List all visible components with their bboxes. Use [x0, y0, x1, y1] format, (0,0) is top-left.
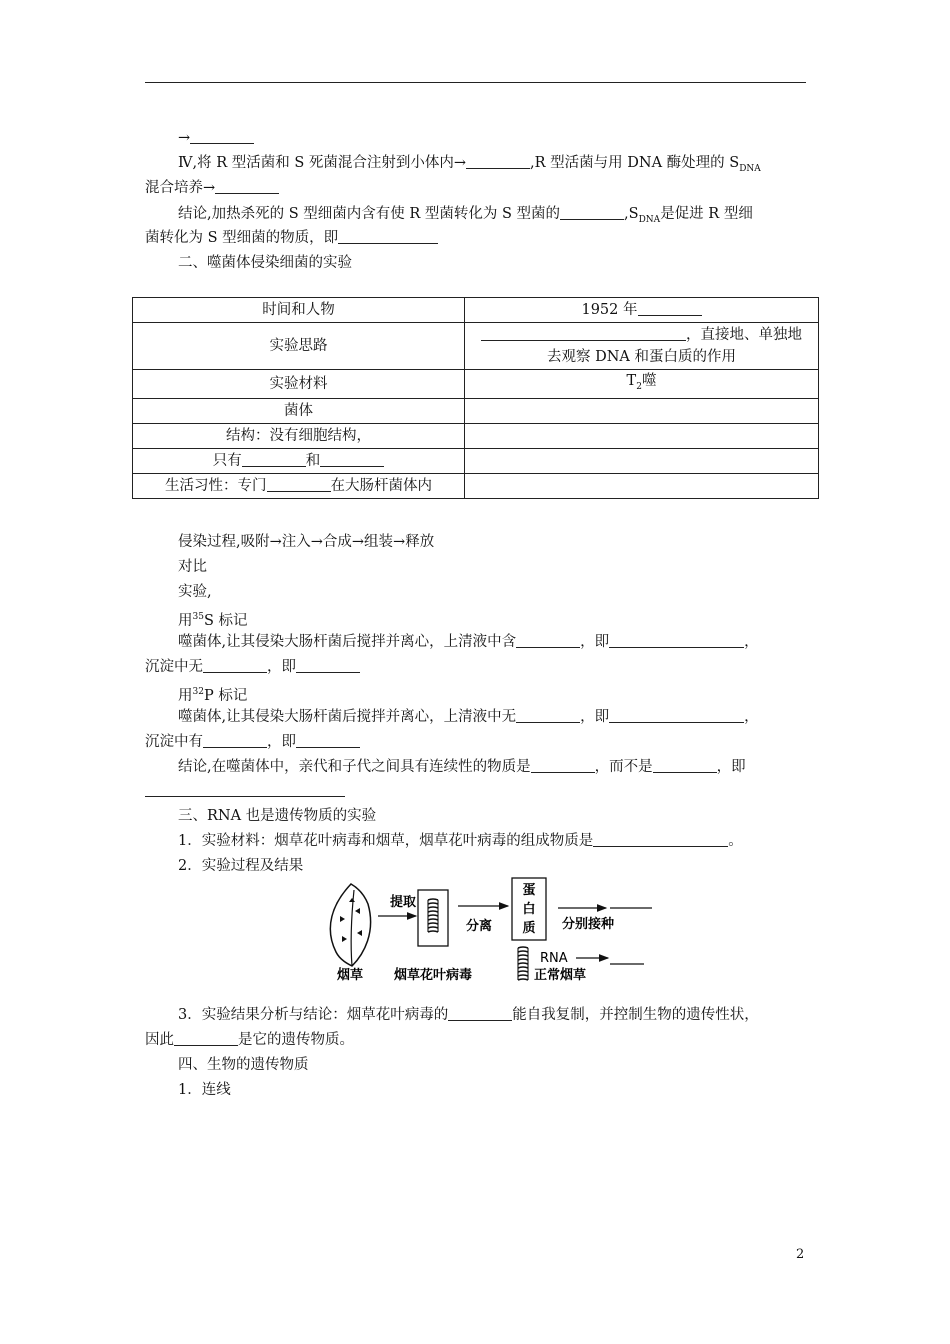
table-cell: 生活习性：专门 在大肠杆菌体内	[133, 473, 465, 498]
label-rna: RNA	[540, 951, 568, 966]
label-extract: 提取	[390, 895, 417, 910]
section-3-item-3-cont: 因此 是它的遗传物质。	[145, 1032, 354, 1048]
table-cell: ，直接地、单独地 去观察 DNA 和蛋白质的作用	[465, 323, 819, 370]
table-row	[133, 473, 819, 498]
answer-blank[interactable]	[448, 1005, 512, 1021]
table-cell: 菌体	[133, 398, 465, 423]
table-row	[133, 398, 819, 423]
para-conclusion-1-cont: 菌转化为 S 型细菌的物质，即	[145, 228, 438, 248]
text-duibi: 对比	[178, 559, 207, 575]
answer-blank[interactable]	[560, 204, 624, 220]
answer-blank[interactable]	[242, 451, 306, 467]
para-iv-cont: 混合培养→	[145, 178, 279, 198]
section-3-item-3: 3．实验结果分析与结论：烟草花叶病毒的 能自我复制，并控制生物的遗传性状，	[178, 1007, 759, 1023]
table-row	[133, 448, 819, 473]
label-tobacco: 烟草	[336, 968, 364, 983]
table-cell	[465, 473, 819, 498]
header-rule	[145, 82, 806, 83]
para-conclusion-1: 结论,加热杀死的 S 型细菌内含有使 R 型菌转化为 S 型菌的 $,S_{DNA}$是促进 R 型细	[178, 206, 753, 225]
answer-blank[interactable]	[174, 1030, 238, 1046]
tmv-experiment-diagram	[318, 876, 658, 988]
para-phage-conclusion: 结论,在噬菌体中，亲代和子代之间具有连续性的物质是 ，而不是 ，即	[178, 759, 746, 775]
page-number: 2	[796, 1247, 805, 1262]
answer-blank[interactable]	[145, 781, 345, 797]
table-row	[133, 423, 819, 448]
answer-blank[interactable]	[609, 707, 744, 723]
label-normal-tobacco: 正常烟草	[534, 968, 587, 983]
answer-blank[interactable]	[516, 707, 580, 723]
answer-blank[interactable]	[531, 757, 595, 773]
label-tmv: 烟草花叶病毒	[393, 968, 473, 983]
tobacco-leaf-icon	[330, 884, 370, 966]
answer-blank[interactable]	[190, 128, 254, 144]
answer-blank[interactable]	[296, 657, 360, 673]
table-cell: 只有 和	[133, 448, 465, 473]
label-protein-char: 白	[522, 902, 536, 917]
table-row	[133, 298, 819, 323]
label-separate: 分离	[466, 919, 493, 934]
label-inoculate: 分别接种	[562, 917, 615, 932]
table-cell: 时间和人物	[133, 298, 465, 323]
answer-blank[interactable]	[296, 732, 360, 748]
section-3-item-1: 1．实验材料：烟草花叶病毒和烟草，烟草花叶病毒的组成物质是 。	[178, 833, 743, 849]
answer-blank[interactable]	[516, 632, 580, 648]
rna-coil-icon	[518, 947, 528, 980]
answer-blank[interactable]	[593, 831, 728, 847]
answer-blank[interactable]	[203, 732, 267, 748]
para-s35-cont: 沉淀中无 ，即	[145, 657, 360, 677]
table-cell	[465, 423, 819, 448]
label-p32: 用$^{32}$P 标记	[178, 687, 248, 704]
table-cell: $T_2$噬	[465, 370, 819, 399]
section-3-item-2: 2．实验过程及结果	[178, 858, 304, 874]
answer-blank[interactable]	[653, 757, 717, 773]
answer-blank[interactable]	[638, 300, 702, 316]
table-row	[133, 370, 819, 399]
label-protein-char: 质	[522, 921, 536, 936]
section-3-heading: 三、RNA 也是遗传物质的实验	[178, 808, 377, 824]
para-iv: Ⅳ,将 R 型活菌和 S 死菌混合注射到小体内→ ,R 型活菌与用 DNA 酶处理的 $S_{DNA}$	[178, 155, 761, 174]
table-cell	[465, 398, 819, 423]
answer-blank[interactable]	[203, 657, 267, 673]
para-p32: 噬菌体,让其侵染大肠杆菌后搅拌并离心，上清液中无 ，即 ，	[178, 709, 759, 725]
answer-blank[interactable]	[267, 476, 331, 492]
table-cell: 1952 年	[465, 298, 819, 323]
answer-blank[interactable]	[481, 325, 686, 341]
section-4-item-1: 1．连线	[178, 1082, 231, 1098]
phage-experiment-table	[132, 297, 819, 499]
para-p32-cont: 沉淀中有 ，即	[145, 732, 360, 752]
table-cell	[465, 448, 819, 473]
table-cell: 结构：没有细胞结构，	[133, 423, 465, 448]
text-shiyan: 实验,	[178, 584, 212, 600]
section-4-heading: 四、生物的遗传物质	[178, 1057, 309, 1073]
table-cell: 实验思路	[133, 323, 465, 370]
para-phage-conclusion-cont	[145, 781, 345, 801]
answer-blank[interactable]	[466, 153, 530, 169]
label-s35: 用$^{35}$S 标记	[178, 612, 248, 629]
answer-blank[interactable]	[320, 451, 384, 467]
table-cell: 实验材料	[133, 370, 465, 399]
answer-blank[interactable]	[215, 178, 279, 194]
table-row	[133, 323, 819, 370]
arrow-line: →	[178, 128, 254, 148]
label-protein-char: 蛋	[522, 883, 536, 898]
para-s35: 噬菌体,让其侵染大肠杆菌后搅拌并离心，上清液中含 ，即 ，	[178, 634, 759, 650]
infection-process: 侵染过程,吸附→注入→合成→组装→释放	[178, 534, 435, 550]
section-2-heading: 二、噬菌体侵染细菌的实验	[178, 255, 352, 271]
answer-blank[interactable]	[338, 228, 438, 244]
answer-blank[interactable]	[609, 632, 744, 648]
